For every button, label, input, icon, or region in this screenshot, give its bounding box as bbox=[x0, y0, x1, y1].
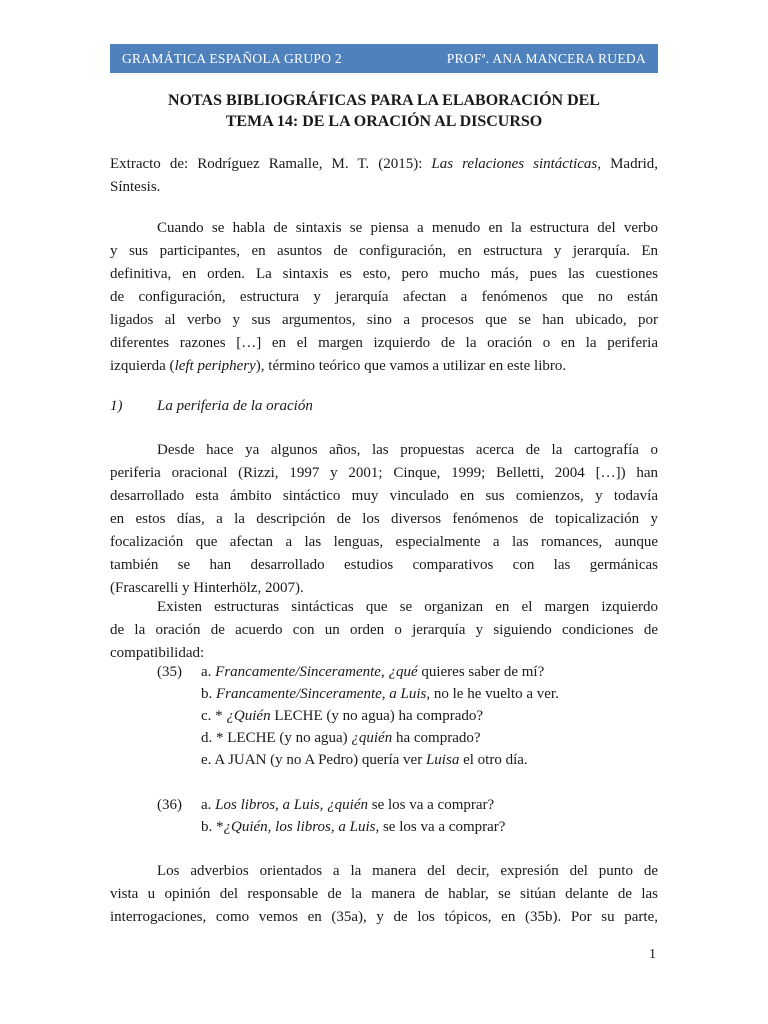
paragraph-line: definitiva, en orden. La sintaxis es esto, pero mucho más, pues las cuestiones bbox=[110, 266, 658, 282]
example-number: (35) bbox=[157, 664, 182, 680]
section-title: La periferia de la oración bbox=[157, 398, 313, 414]
document-header-bar bbox=[110, 44, 658, 73]
document-title-line2: TEMA 14: DE LA ORACIÓN AL DISCURSO bbox=[225, 113, 543, 130]
paragraph-line: en estos días, a la descripción de los diversos fenómenos de topicalización y bbox=[110, 511, 658, 527]
header-course: GRAMÁTICA ESPAÑOLA GRUPO 2 bbox=[122, 51, 342, 66]
example-item: b. *¿Quién, los libros, a Luis, se los va a comprar? bbox=[201, 819, 506, 835]
paragraph-1 bbox=[110, 217, 658, 378]
citation-line2: Síntesis. bbox=[110, 179, 161, 195]
paragraph-line: izquierda (left periphery), término teórico que vamos a utilizar en este libro. bbox=[110, 358, 567, 374]
example-item: a. Francamente/Sinceramente, ¿qué quieres saber de mí? bbox=[201, 664, 545, 680]
paragraph-line: interrogaciones, como vemos en (35a), y de los tópicos, en (35b). Por su parte, bbox=[110, 909, 658, 925]
paragraph-3 bbox=[110, 596, 658, 665]
page-number: 1 bbox=[649, 947, 656, 962]
example-number: (36) bbox=[157, 797, 182, 813]
example-item: a. Los libros, a Luis, ¿quién se los va a comprar? bbox=[201, 797, 495, 813]
paragraph-line: focalización que afectan a las lenguas, especialmente a las romances, aunque bbox=[110, 534, 658, 550]
paragraph-line: Cuando se habla de sintaxis se piensa a menudo en la estructura del verbo bbox=[157, 220, 658, 236]
example-item: c. * ¿Quién LECHE (y no agua) ha comprado? bbox=[201, 708, 484, 724]
paragraph-line: desarrollado esta ámbito sintáctico muy vinculado en sus comienzos, y todavía bbox=[110, 488, 658, 504]
paragraph-line: y sus participantes, en asuntos de configuración, en estructura y jerarquía. En bbox=[110, 243, 658, 259]
example-item: e. A JUAN (y no A Pedro) quería ver Luisa el otro día. bbox=[201, 752, 528, 768]
paragraph-4 bbox=[110, 860, 658, 929]
paragraph-line: Desde hace ya algunos años, las propuestas acerca de la cartografía o bbox=[157, 442, 658, 458]
paragraph-line: vista u opinión del responsable de la manera de hablar, se sitúan delante de las bbox=[110, 886, 658, 902]
header-professor: PROFª. ANA MANCERA RUEDA bbox=[446, 51, 646, 66]
paragraph-2 bbox=[110, 439, 658, 600]
section-number: 1) bbox=[110, 398, 123, 414]
book-title: Las relaciones sintácticas bbox=[431, 156, 598, 172]
paragraph-line: (Frascarelli y Hinterhölz, 2007). bbox=[110, 580, 304, 596]
document-title-line1: NOTAS BIBLIOGRÁFICAS PARA LA ELABORACIÓN DEL bbox=[168, 92, 600, 109]
paragraph-line: Existen estructuras sintácticas que se organizan en el margen izquierdo bbox=[157, 599, 658, 615]
extract-citation bbox=[110, 153, 658, 199]
paragraph-line: de configuración, estructura y jerarquía afectan a fenómenos que no están bbox=[110, 289, 658, 305]
paragraph-line: también se han desarrollado estudios comparativos con las germánicas bbox=[110, 557, 658, 573]
paragraph-line: compatibilidad: bbox=[110, 645, 205, 661]
paragraph-line: de la oración de acuerdo con un orden o jerarquía y siguiendo condiciones de bbox=[110, 622, 658, 638]
paragraph-line: Los adverbios orientados a la manera del decir, expresión del punto de bbox=[157, 863, 658, 879]
citation-line1: Extracto de: Rodríguez Ramalle, M. T. (2015): Las relaciones sintácticas, Madrid, bbox=[110, 156, 658, 172]
example-item: d. * LECHE (y no agua) ¿quién ha comprado? bbox=[201, 730, 481, 746]
paragraph-line: ligados al verbo y sus argumentos, sino a procesos que se han ubicado, por bbox=[110, 312, 658, 328]
example-item: b. Francamente/Sinceramente, a Luis, no le he vuelto a ver. bbox=[201, 686, 559, 702]
paragraph-line: diferentes razones […] en el margen izquierdo de la oración o en la periferia bbox=[110, 335, 658, 351]
paragraph-line: periferia oracional (Rizzi, 1997 y 2001; Cinque, 1999; Belletti, 2004 […]) han bbox=[110, 465, 658, 481]
